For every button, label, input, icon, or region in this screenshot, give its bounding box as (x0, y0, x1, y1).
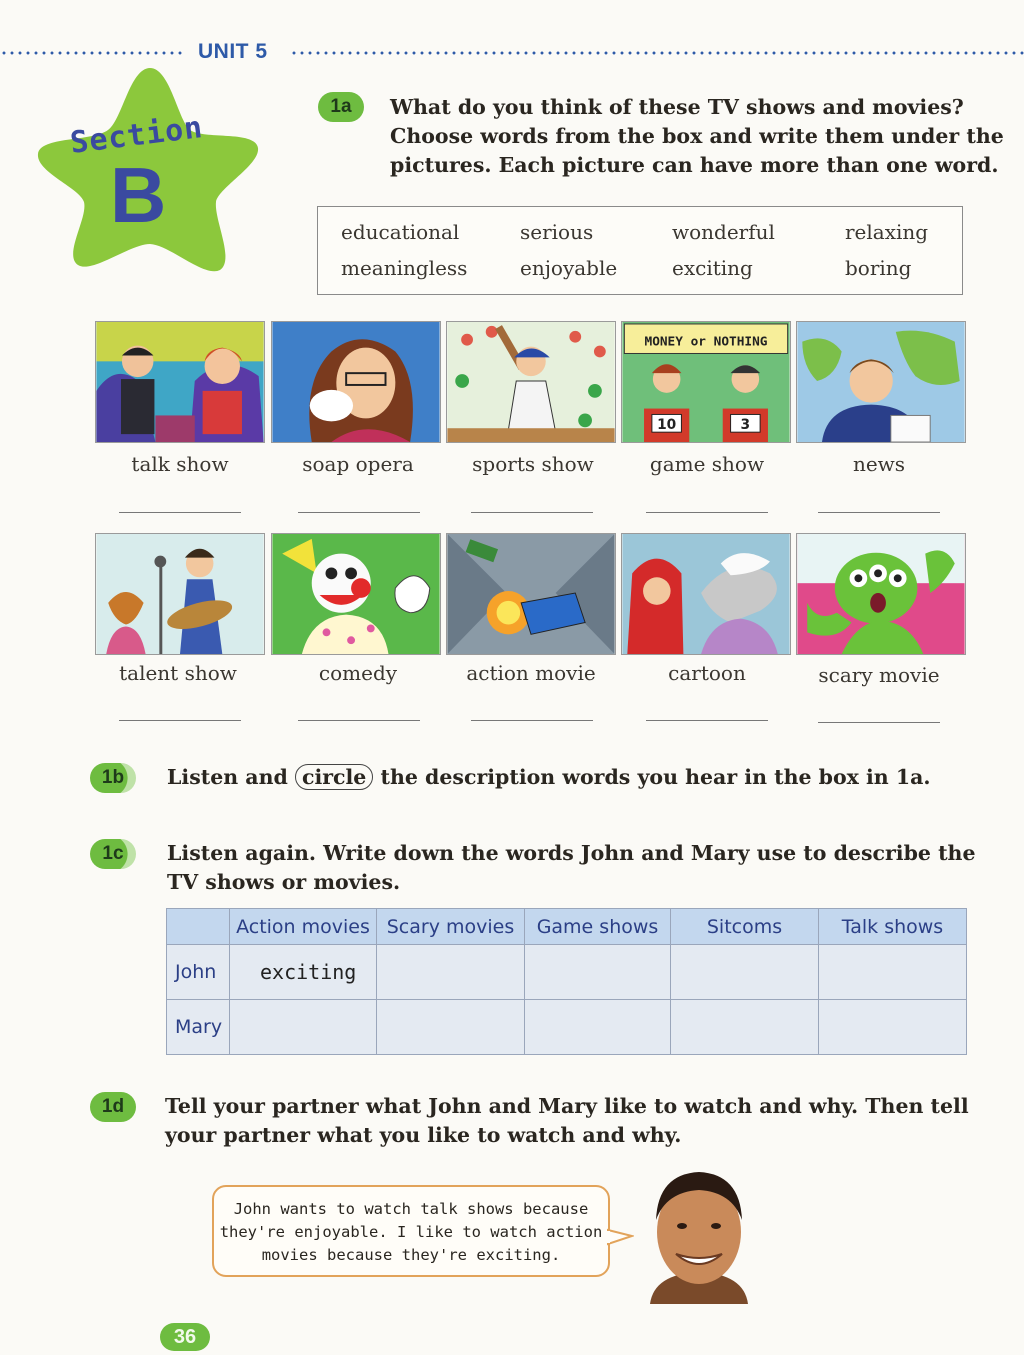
score-right: 3 (740, 417, 751, 434)
header-game-shows: Game shows (525, 909, 671, 945)
instruction-text: Listen and (167, 765, 288, 789)
answer-line[interactable] (471, 512, 593, 513)
word-educational: educational (341, 220, 460, 244)
word-serious: serious (520, 220, 594, 244)
label-action-movie: action movie (466, 661, 596, 685)
description-table (166, 908, 967, 1055)
instruction-line: TV shows or movies. (167, 870, 401, 894)
score-left: 10 (657, 417, 677, 434)
instruction-line: Listen again. Write down the words John and Mary use to describe the (167, 841, 976, 865)
header-dots-left (0, 50, 182, 56)
answer-line[interactable] (298, 512, 420, 513)
label-comedy: comedy (318, 661, 398, 685)
word-enjoyable: enjoyable (520, 256, 618, 280)
label-cartoon: cartoon (668, 661, 746, 685)
answer-line[interactable] (818, 722, 940, 723)
circled-word: circle (295, 764, 373, 790)
label-scary-movie: scary movie (818, 663, 940, 687)
instruction-line: your partner what you like to watch and why. (165, 1123, 682, 1147)
row-name-john: John (167, 945, 230, 1000)
word-wonderful: wonderful (672, 220, 775, 244)
table-cell[interactable] (377, 945, 525, 1000)
table-cell[interactable] (819, 1000, 967, 1055)
label-talk-show: talk show (131, 452, 229, 476)
table-cell[interactable] (671, 945, 819, 1000)
header-talk-shows: Talk shows (819, 909, 967, 945)
exercise-1a-instructions (390, 93, 1004, 180)
header-scary-movies: Scary movies (377, 909, 525, 945)
answer-line[interactable] (818, 512, 940, 513)
exercise-1c-badge: 1c (90, 839, 136, 869)
row-name-mary: Mary (167, 1000, 230, 1055)
instruction-line: pictures. Each picture can have more than one word. (390, 153, 999, 177)
page-number: 36 (160, 1323, 210, 1351)
table-corner (167, 909, 230, 945)
word-exciting: exciting (672, 256, 753, 280)
answer-line[interactable] (119, 720, 241, 721)
answer-line[interactable] (471, 720, 593, 721)
unit-label: UNIT 5 (198, 40, 268, 63)
section-word: Section (68, 109, 206, 162)
exercise-1c-instructions (167, 839, 976, 897)
sports-show-picture (446, 321, 616, 443)
exercise-1d-badge: 1d (90, 1092, 136, 1122)
label-game-show: game show (649, 452, 765, 476)
answer-line[interactable] (119, 512, 241, 513)
exercise-1d-instructions (165, 1092, 969, 1150)
table-cell[interactable]: exciting (230, 945, 377, 1000)
table-row (167, 945, 967, 1000)
bubble-tail-icon (606, 1226, 634, 1248)
section-letter: B (110, 151, 167, 239)
bubble-line: John wants to watch talk shows because (233, 1200, 589, 1218)
label-news: news (852, 452, 906, 476)
exercise-1a-badge: 1a (318, 92, 364, 122)
word-meaningless: meaningless (341, 256, 468, 280)
table-cell[interactable] (671, 1000, 819, 1055)
scary-movie-picture (796, 533, 966, 655)
soap-opera-picture (271, 321, 441, 443)
instruction-line: Tell your partner what John and Mary like to watch and why. Then tell (165, 1094, 969, 1118)
cartoon-picture (621, 533, 791, 655)
table-cell[interactable] (525, 1000, 671, 1055)
word-box (317, 206, 963, 295)
game-show-picture (621, 321, 791, 443)
label-soap-opera: soap opera (302, 452, 414, 476)
word-boring: boring (845, 256, 912, 280)
table-cell[interactable] (525, 945, 671, 1000)
action-movie-picture (446, 533, 616, 655)
exercise-1b-badge: 1b (90, 763, 136, 793)
bubble-line: movies because they're exciting. (261, 1246, 561, 1264)
table-cell[interactable] (377, 1000, 525, 1055)
answer-line[interactable] (646, 720, 768, 721)
talk-show-picture (95, 321, 265, 443)
label-sports-show: sports show (472, 452, 594, 476)
boy-portrait-icon (640, 1162, 758, 1304)
answer-line[interactable] (298, 720, 420, 721)
game-show-sign: MONEY or NOTHING (644, 334, 768, 350)
table-row (167, 1000, 967, 1055)
header-dots-right (290, 50, 1024, 56)
instruction-line: What do you think of these TV shows and movies? (390, 95, 964, 119)
table-cell[interactable] (819, 945, 967, 1000)
exercise-1b-instructions (167, 763, 931, 792)
talent-show-picture (95, 533, 265, 655)
instruction-text: the description words you hear in the box in 1a. (380, 765, 931, 789)
answer-line[interactable] (646, 512, 768, 513)
header-action-movies: Action movies (230, 909, 377, 945)
comedy-picture (271, 533, 441, 655)
speech-bubble (212, 1185, 610, 1277)
label-talent-show: talent show (119, 661, 237, 685)
instruction-line: Choose words from the box and write them under the (390, 124, 1004, 148)
table-header-row (167, 909, 967, 945)
header-sitcoms: Sitcoms (671, 909, 819, 945)
bubble-line: they're enjoyable. I like to watch action (219, 1223, 603, 1241)
table-cell[interactable] (230, 1000, 377, 1055)
news-picture (796, 321, 966, 443)
word-relaxing: relaxing (845, 220, 929, 244)
